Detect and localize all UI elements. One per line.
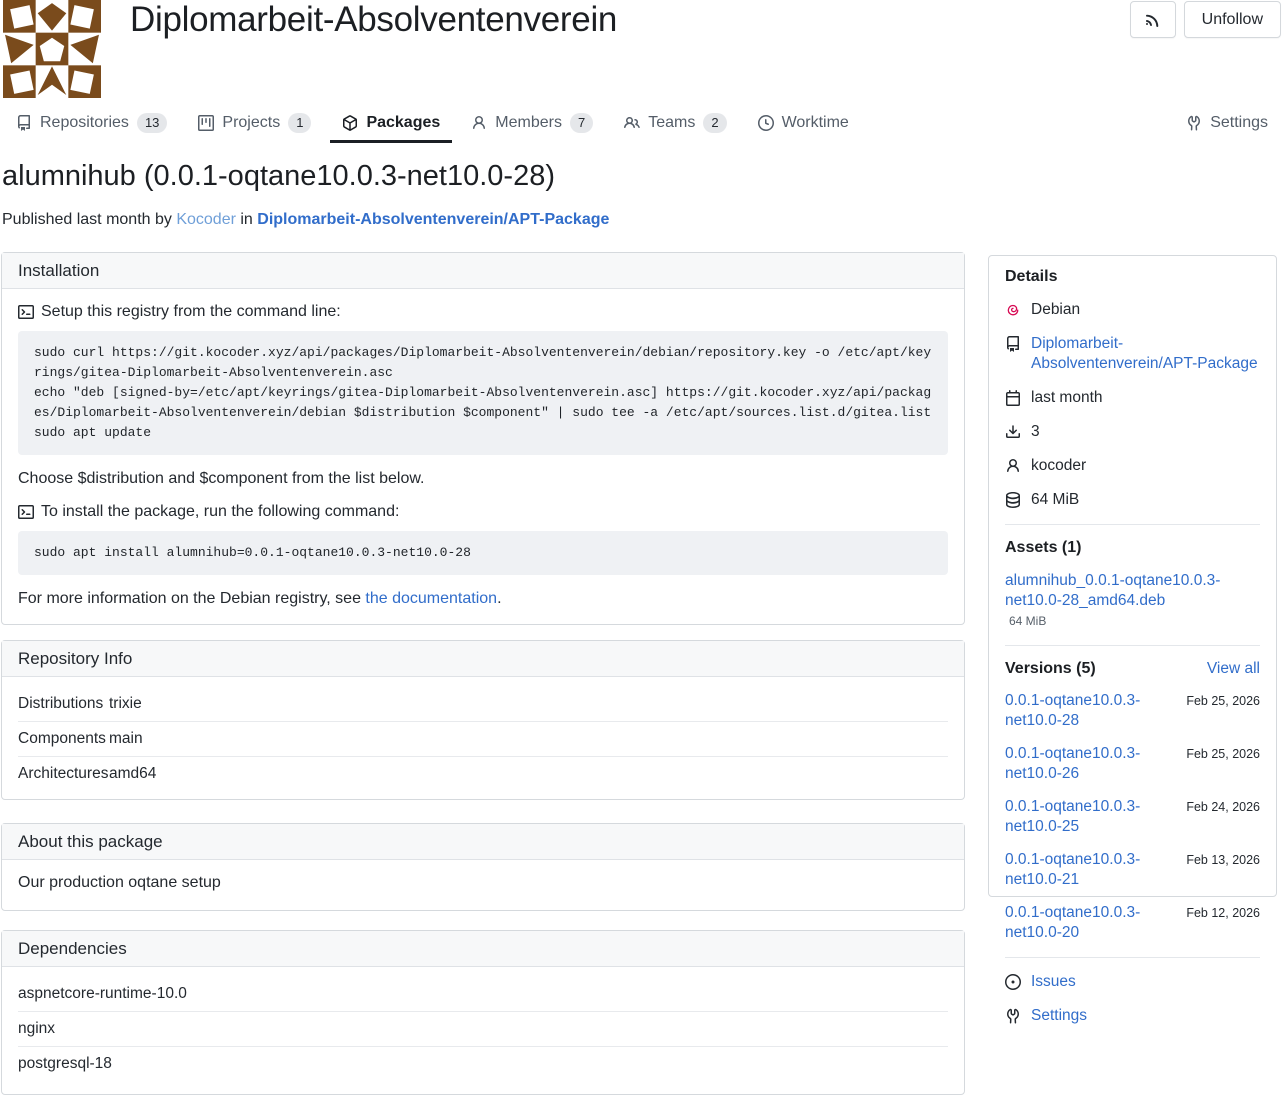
divider: [1005, 524, 1260, 525]
asset-download-link[interactable]: alumnihub_0.0.1-oqtane10.0.3-net10.0-28_amd64.deb: [1005, 572, 1221, 609]
org-tab-bar: [4, 105, 1282, 143]
people-icon: [624, 115, 640, 131]
tab-settings-label: Settings: [1210, 113, 1268, 131]
package-icon: [342, 115, 358, 131]
setup-command-echo: echo "deb [signed-by=/etc/apt/keyrings/gitea-Diplomarbeit-Absolventenverein.asc] https://git.kocoder.xyz/api/packages/Diplomarbeit-Absolventenverein/debian $distribution $component" | sudo tee -a /etc/apt/sources.list.d/gitea.list: [34, 385, 932, 420]
person-icon: [1005, 458, 1021, 474]
row-label: Architectures: [18, 765, 109, 782]
unfollow-button[interactable]: Unfollow: [1184, 1, 1281, 38]
details-size-row: [1005, 490, 1260, 510]
details-repo-row: [1005, 334, 1260, 374]
version-date: Feb 25, 2026: [1186, 747, 1260, 761]
installation-section: [1, 252, 965, 625]
dependency-item: postgresql-18: [18, 1046, 948, 1081]
divider: [1005, 957, 1260, 958]
install-label: To install the package, run the following command:: [41, 503, 400, 520]
issues-row: [1005, 972, 1260, 992]
details-panel: [988, 255, 1277, 1024]
tab-projects[interactable]: [186, 105, 323, 143]
issues-link[interactable]: Issues: [1031, 973, 1076, 990]
setup-command-curl: sudo curl https://git.kocoder.xyz/api/packages/Diplomarbeit-Absolventenverein/debian/repository.key -o /etc/apt/keyrings/gitea-Diplomarbeit-Absolventenverein.asc: [34, 345, 932, 380]
published-prefix: Published last month by: [2, 211, 172, 228]
version-date: Feb 24, 2026: [1186, 800, 1260, 814]
details-downloads-row: [1005, 422, 1260, 442]
setup-command-update: sudo apt update: [34, 425, 152, 440]
choose-note: Choose $distribution and $component from the list below.: [18, 470, 425, 487]
tab-repositories[interactable]: [4, 105, 179, 143]
person-icon: [471, 115, 487, 131]
more-info-note: [18, 590, 948, 608]
wrench-icon: [1186, 115, 1202, 131]
version-link[interactable]: 0.0.1-oqtane10.0.3-net10.0-28: [1005, 692, 1141, 729]
details-package-type-row: [1005, 300, 1260, 320]
package-type: Debian: [1031, 301, 1081, 318]
version-row: [1005, 850, 1260, 890]
version-row: [1005, 691, 1260, 731]
repo-info-row-components: [18, 721, 948, 756]
terminal-icon: [18, 504, 34, 520]
version-link[interactable]: 0.0.1-oqtane10.0.3-net10.0-26: [1005, 745, 1141, 782]
tab-settings[interactable]: [1174, 105, 1280, 143]
header-actions: [1130, 1, 1281, 38]
publisher-link[interactable]: Kocoder: [176, 211, 236, 228]
version-link[interactable]: 0.0.1-oqtane10.0.3-net10.0-21: [1005, 851, 1141, 888]
repo-icon: [16, 115, 32, 131]
details-repo-link[interactable]: Diplomarbeit-Absolventenverein/APT-Package: [1031, 335, 1258, 372]
asset-size: 64 MiB: [1009, 614, 1047, 628]
tab-members[interactable]: [459, 105, 605, 143]
published-date: last month: [1031, 389, 1103, 406]
database-icon: [1005, 492, 1021, 508]
project-icon: [198, 115, 214, 131]
more-info-suffix: .: [497, 590, 502, 607]
versions-title: Versions (5): [1005, 660, 1096, 677]
tab-packages[interactable]: [330, 105, 452, 143]
about-section: [1, 823, 965, 911]
repo-icon: [1005, 336, 1021, 352]
version-link[interactable]: 0.0.1-oqtane10.0.3-net10.0-25: [1005, 798, 1141, 835]
tab-teams-label: Teams: [648, 113, 696, 131]
install-command: sudo apt install alumnihub=0.0.1-oqtane10.0.3-net10.0-28: [34, 545, 471, 560]
source-repo-link[interactable]: Diplomarbeit-Absolventenverein/APT-Package: [257, 211, 610, 228]
details-published-row: [1005, 388, 1260, 408]
settings-row: [1005, 1006, 1260, 1026]
tab-teams[interactable]: [612, 105, 738, 143]
row-label: Distributions: [18, 695, 104, 712]
version-row: [1005, 744, 1260, 784]
tab-members-count: 7: [570, 113, 593, 133]
tab-worktime-label: Worktime: [781, 113, 849, 131]
rss-icon: [1145, 12, 1161, 28]
version-date: Feb 12, 2026: [1186, 906, 1260, 920]
setup-code-block: [18, 331, 948, 455]
org-avatar-identicon: [2, 0, 102, 98]
version-row: [1005, 903, 1260, 943]
rss-feed-button[interactable]: [1130, 1, 1176, 38]
package-title: alumnihub (0.0.1-oqtane10.0.3-net10.0-28): [2, 160, 555, 192]
tab-repositories-label: Repositories: [40, 113, 129, 131]
installation-header: Installation: [2, 253, 964, 289]
package-size: 64 MiB: [1031, 491, 1080, 508]
package-settings-link[interactable]: Settings: [1031, 1007, 1088, 1024]
terminal-icon: [18, 304, 34, 320]
view-all-link[interactable]: View all: [1206, 660, 1260, 677]
row-value: trixie: [109, 695, 142, 712]
install-code-block: [18, 531, 948, 575]
row-value: main: [109, 730, 143, 747]
dependency-item: aspnetcore-runtime-10.0: [18, 985, 187, 1002]
tab-repositories-count: 13: [137, 113, 167, 133]
debian-logo-icon: [1005, 302, 1021, 318]
row-value: amd64: [109, 765, 157, 782]
calendar-icon: [1005, 390, 1021, 406]
repository-info-header: Repository Info: [2, 641, 964, 677]
tab-packages-label: Packages: [366, 113, 441, 131]
download-icon: [1005, 424, 1021, 440]
clock-icon: [758, 115, 774, 131]
published-in: in: [240, 211, 253, 228]
about-header: About this package: [2, 824, 964, 860]
assets-title: Assets (1): [1005, 539, 1082, 556]
dependency-item: nginx: [18, 1011, 948, 1046]
wrench-icon: [1005, 1008, 1021, 1024]
issue-opened-icon: [1005, 974, 1021, 990]
download-count: 3: [1031, 423, 1040, 440]
install-label-row: [18, 503, 948, 521]
details-publisher-row: [1005, 456, 1260, 476]
row-label: Components: [18, 730, 106, 747]
divider: [1005, 645, 1260, 646]
version-date: Feb 13, 2026: [1186, 853, 1260, 867]
details-title: Details: [1005, 268, 1058, 285]
about-description: Our production oqtane setup: [18, 874, 221, 891]
dependencies-section: [1, 930, 965, 1095]
tab-members-label: Members: [495, 113, 562, 131]
dependencies-header: Dependencies: [2, 931, 964, 967]
documentation-link[interactable]: the documentation: [365, 590, 498, 607]
org-avatar[interactable]: [2, 0, 102, 98]
repo-info-row-architectures: [18, 756, 948, 791]
tab-projects-count: 1: [288, 113, 311, 133]
org-title: Diplomarbeit-Absolventenverein: [130, 0, 618, 39]
tab-teams-count: 2: [703, 113, 726, 133]
setup-label-row: [18, 303, 948, 321]
asset-item: [1005, 571, 1260, 631]
repo-info-row-distributions: [18, 687, 948, 721]
repository-info-section: [1, 640, 965, 800]
setup-label: Setup this registry from the command line:: [41, 303, 341, 320]
version-row: [1005, 797, 1260, 837]
more-info-prefix: For more information on the Debian registry, see: [18, 590, 361, 607]
version-link[interactable]: 0.0.1-oqtane10.0.3-net10.0-20: [1005, 904, 1141, 941]
version-date: Feb 25, 2026: [1186, 694, 1260, 708]
tab-projects-label: Projects: [222, 113, 281, 131]
publisher-name: kocoder: [1031, 457, 1087, 474]
published-line: [2, 211, 609, 229]
tab-worktime[interactable]: [746, 105, 861, 143]
